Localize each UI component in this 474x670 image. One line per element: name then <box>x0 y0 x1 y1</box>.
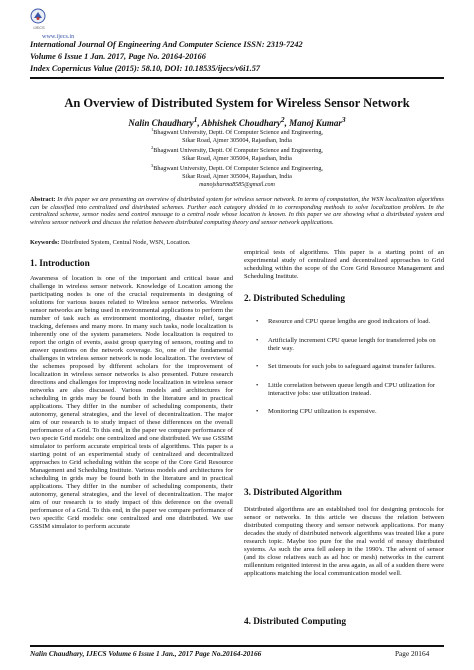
affiliation-1: $^1$Bhagwant University, Deptt. Of Computer Science and Engineering, Sikar Road, Ajmer 305004, Rajasthan, India <box>151 127 323 145</box>
keywords <box>30 239 444 246</box>
journal-logo <box>30 8 46 24</box>
header-divider <box>30 77 444 79</box>
index-info: Index Copernicus Value (2015): 58.10, DOI: 10.18535/ijecs/v6i1.57 <box>30 64 261 73</box>
footer-divider <box>30 645 444 647</box>
author-name: Abhishek Choudhary <box>201 118 281 128</box>
author-sup: 1 <box>193 115 198 124</box>
abstract-label: Abstract: <box>30 196 56 203</box>
issue-info: Volume 6 Issue 1 Jan. 2017, Page No. 20164-20166 <box>30 52 206 61</box>
list-item: • Little correlation between queue length and CPU utilization for interactive jobs: use utilization instead. <box>256 381 435 397</box>
list-item: • Resource and CPU queue lengths are good indicators of load. <box>256 318 431 325</box>
author-separator: , <box>284 118 290 128</box>
page-number: Page 20164 <box>395 649 430 658</box>
abstract-text: In this paper we are presenting an overview of distributed system for wireless sensor network. In terms of computation, the WSN localization algorithms can be classified into centralized and distributed schemes. Further each category divided in to corresponding methods to solve localization problem. In the centralized scheme, sensor nodes send control message to a central node whose location is known. In this paper we are showing what a distributed system and wireless sensor network and discuss the relation between distributed computing theory and sensor network applications. <box>30 196 445 226</box>
abstract <box>30 196 444 226</box>
list-item: • Set timeouts for such jobs to safeguard against transfer failures. <box>256 363 436 370</box>
author-separator: , <box>197 118 202 128</box>
bullet-icon: • <box>256 318 259 325</box>
introduction-continued-text: empirical tests of algorithms. This paper is a starting point of an experimental study of centralized and decentralized approaches to Grid scheduling within the scope of the Core Grid Resource Management and Scheduling Institute. <box>244 249 444 281</box>
journal-name: International Journal Of Engineering And Computer Science ISSN: 2319-7242 <box>30 40 303 49</box>
bullet-icon: • <box>256 363 259 370</box>
bullet-icon: • <box>256 336 259 344</box>
bullet-icon: • <box>256 408 259 415</box>
list-item: • Monitoring CPU utilization is expensive. <box>256 408 377 415</box>
author-email[interactable]: manojsharma8585@gmail.com <box>199 182 275 188</box>
journal-website-link[interactable]: www.ijecs.in <box>42 33 75 40</box>
footer-citation: Nalin Chaudhary, IJECS Volume 6 Issue 1 Jan., 2017 Page No.20164-20166 <box>30 649 262 658</box>
section-heading-computing: 4. Distributed Computing <box>244 617 347 627</box>
author-sup: 3 <box>341 115 346 124</box>
algorithm-text: Distributed algorithms are an established tool for designing protocols for sensor or networks. In this article we discuss the relation between distributed computing theory and sensor network applications. For many decades the study of distributed network algorithms was treated like a pure research topic. Maybe too pure for the real world of messy distributed systems. As such the area fell asleep in the 1990's. The advent of sensor (and its close relatives such as ad hoc or mesh) networks in the current millennium reignited interest in the area again, as all of a sudden there were applications matching the local communication model well. <box>244 506 444 578</box>
affiliation-2: $^2$Bhagwant University, Deptt. Of Computer Science and Engineering, Sikar Road, Ajmer 305004, Rajasthan, India <box>151 145 323 163</box>
list-item: • Artificially increment CPU queue length for transferred jobs on their way. <box>256 336 436 352</box>
author-name: Manoj Kumar <box>289 118 342 128</box>
logo-text: IJECS <box>33 25 45 30</box>
author-sup: 2 <box>280 115 285 124</box>
paper-title: An Overview of Distributed System for Wireless Sensor Network <box>64 96 410 110</box>
keywords-text: Distributed System, Central Node, WSN, Location. <box>60 239 191 246</box>
bullet-icon: • <box>256 381 259 389</box>
section-heading-algorithm: 3. Distributed Algorithm <box>244 488 342 498</box>
section-heading-scheduling: 2. Distributed Scheduling <box>244 294 345 304</box>
affiliation-3: $^3$Bhagwant University, Deptt. Of Computer Science and Engineering, Sikar Road, Ajmer 305004, Rajasthan, India <box>151 163 323 181</box>
author-name: Nalin Chaudhary <box>128 118 194 128</box>
keywords-label: Keywords: <box>30 239 60 246</box>
introduction-text: Awareness of location is one of the important and critical issue and challenge in wireless sensor network. Knowledge of Location among the participating nodes is one of the crucial requirements in designing of solutions for various issues related to Wireless sensor networks. Wireless sensor networks are being used in environmental applications to perform the number of task such as environment monitoring, disaster relief, target tracking, defenses and many more. In many such tasks, node localization is inherently one of the system parameters. Node localization is required to report the origin of events, assist group querying of sensors, routing and to answer questions on the network coverage. So, one of the fundamental challenges in wireless sensor network is node localization. The overview of the schemes proposed by different scholars for the improvement of localization in wireless sensor networks is also presented. Future research directions and challenges for improving node localization in wireless sensor networks are also discussed. Various models and architectures for scheduling in grids may be found both in the literature and in practical applications. They differ in the number of scheduling components, their autonomy, general strategies, and the level of decentralization. The major aim of our research is to study impact of these differences on the overall performance of a Grid. To this end, in the paper we compare performance of two specie Grid models: one centralized and one distributed. We use GSSIM simulator to perform accurate empirical tests of algorithms. This paper is a starting point of an experimental study of centralized and decentralized approaches to Grid scheduling within the scope of the Core Grid Resource Management and Scheduling Institute. Various models and architectures for scheduling in grids may be found both in the literature and in practical applications. They differ in the number of scheduling components, their autonomy, general strategies, and the level of decentralization. The major aim of our research is to study impact of this deference on the overall performance of a Grid. To this end, in the paper we compare performance of two specific Grid models: one centralized and one distributed. We use GSSIM simulator to perform accurate <box>30 275 233 531</box>
scheduling-bullet-list <box>252 318 444 427</box>
section-heading-introduction: 1. Introduction <box>30 259 90 269</box>
